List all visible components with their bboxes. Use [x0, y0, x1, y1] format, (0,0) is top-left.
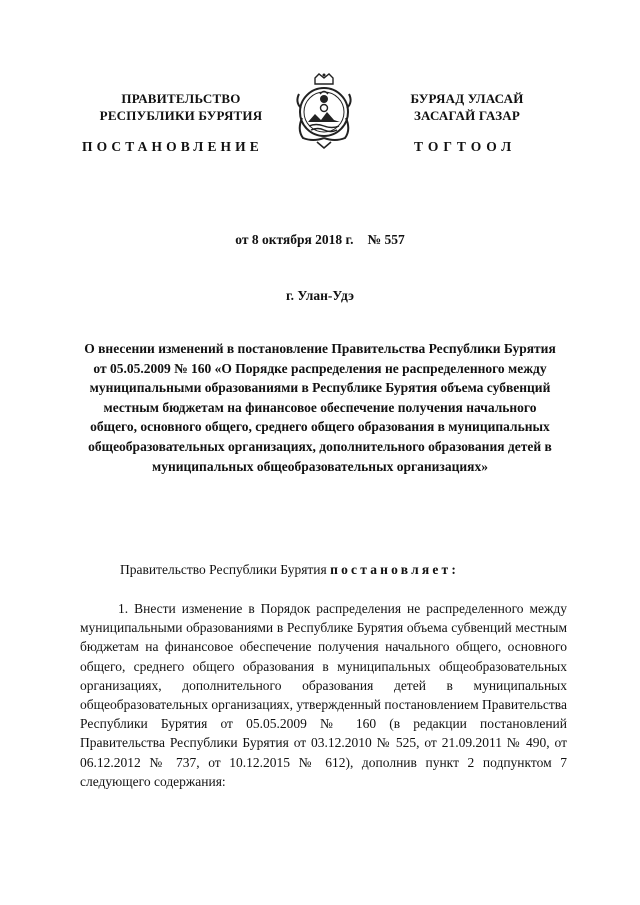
header-left [86, 90, 276, 124]
decree-label-bua: ТОГТООЛ [414, 139, 517, 154]
coat-of-arms-icon [293, 72, 355, 152]
city-name: г. Улан-Удэ [286, 288, 354, 303]
decree-title: О внесении изменений в постановление Правительства Республики Бурятия от 05.05.2009 № 160 «О Порядке распределения не распределенного между муниципальными образованиями в Республике Бурятия объема субвенций местным бюджетам на финансовое обеспечение получения начального общего, основного общего, среднего общего образования в муниципальных общеобразовательных организациях, дополнительного образования детей в муниципальных общеобразовательных организациях» [84, 341, 556, 474]
intro-verb: постановляет: [330, 562, 460, 577]
decree-date: от 8 октября 2018 г. [235, 232, 354, 247]
decree-number: № 557 [367, 232, 405, 247]
decree-label-ru: ПОСТАНОВЛЕНИЕ [82, 139, 263, 154]
decree-date-line [0, 232, 640, 248]
header-left-line-2: РЕСПУБЛИКИ БУРЯТИЯ [99, 108, 263, 123]
header-right-line-2: ЗАСАГАЙ ГАЗАР [413, 108, 521, 123]
intro-prefix: Правительство Республики Бурятия [120, 562, 327, 577]
header-right [382, 90, 552, 124]
header-left-line-1: ПРАВИТЕЛЬСТВО [121, 91, 241, 106]
intro-line [120, 562, 459, 578]
paragraph-1: 1. Внести изменение в Порядок распределения не распределенного между муниципальными образованиями в Республике Бурятия объема субвенций местным бюджетам на финансовое обеспечение получения начального общего, основного общего, среднего общего образования в муниципальных общеобразовательных организациях, дополнительного образования детей в муниципальных общеобразовательных организациях, утвержденный постановлением Правительства Республики Бурятия от 05.05.2009 № 160 (в редакции постановлений Правительства Республики Бурятия от 03.12.2010 № 525, от 21.09.2011 № 490, от 06.12.2012 № 737, от 10.12.2015 № 612), дополнив пункт 2 подпунктом 7 следующего содержания: [80, 601, 567, 789]
header-right-line-1: БУРЯАД УЛАСАЙ [410, 91, 524, 106]
